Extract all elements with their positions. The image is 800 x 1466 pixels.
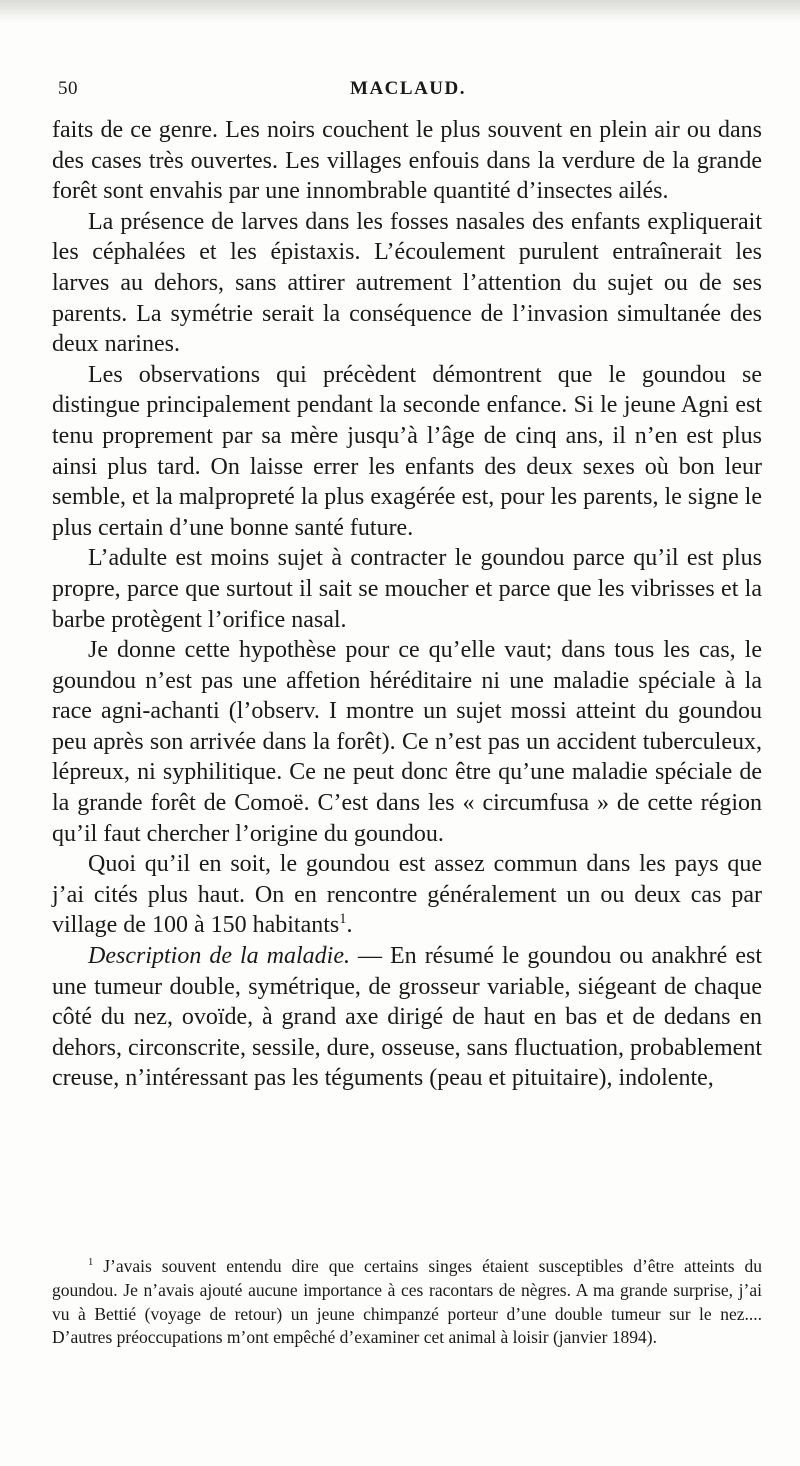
paragraph-text: — En résumé le goundou ou anakhré est une tumeur double, symétrique, de grosseur variable, siégeant de chaque côté du nez, ovoïde, à grand axe dirigé de haut en bas et de dedans en dehors, circonscrite, sessile, dure, osseuse, sans fluctuation, probablement creuse, n’intéressant pas les téguments (peau et pituitaire), indolente, xyxy=(52,943,762,1092)
body-text xyxy=(52,115,762,1094)
paragraph xyxy=(52,207,762,360)
paragraph xyxy=(52,941,762,1094)
footnote-block xyxy=(52,1255,762,1350)
paragraph xyxy=(52,360,762,544)
paragraph-text: L’adulte est moins sujet à contracter le goundou parce qu’il est plus propre, parce que surtout il sait se moucher et parce que les vibrisses et la barbe protègent l’orifice nasal. xyxy=(52,545,762,633)
paragraph-text: Quoi qu’il en soit, le goundou est assez commun dans les pays que j’ai cités plus haut. On en rencontre généralement un ou deux cas par village de 100 à 150 habitants xyxy=(52,851,762,939)
paragraph-text-end: . xyxy=(346,912,353,939)
paragraph xyxy=(52,115,762,207)
paragraph-text: Je donne cette hypothèse pour ce qu’elle vaut; dans tous les cas, le goundou n’est pas une affetion héréditaire ni une maladie spéciale à la race agni-achanti (l’observ. I montre un sujet mossi atteint du goundou peu après son arrivée dans la forêt). Ce n’est pas un accident tuberculeux, lépreux, ni syphilitique. Ce ne peut donc être qu’une maladie spéciale de la grande forêt de Comoë. C’est dans les « circumfusa » de cette région qu’il faut chercher l’origine du goundou. xyxy=(52,637,762,847)
paragraph xyxy=(52,849,762,941)
footnote xyxy=(52,1255,762,1350)
page-number: 50 xyxy=(58,78,78,99)
section-heading-inline: Description de la maladie. xyxy=(88,943,350,970)
paragraph xyxy=(52,635,762,849)
paragraph-text: faits de ce genre. Les noirs couchent le plus souvent en plein air ou dans des cases très ouvertes. Les villages enfouis dans la verdure de la grande forêt sont envahis par une innombrable quantité d’insectes ailés. xyxy=(52,117,762,205)
page-header xyxy=(58,78,758,106)
paragraph-text: Les observations qui précèdent démontrent que le goundou se distingue principalement pendant la seconde enfance. Si le jeune Agni est tenu proprement par sa mère jusqu’à l’âge de cinq ans, il n’en est plus ainsi plus tard. On laisse errer les enfants des deux sexes où bon leur semble, et la malpropreté la plus exagérée est, pour les parents, le signe le plus certain d’une bonne santé future. xyxy=(52,361,762,541)
footnote-reference: 1 xyxy=(339,911,347,928)
footnote-text: J’avais souvent entendu dire que certains singes étaient susceptibles d’être atteints du goundou. Je n’avais ajouté aucune importance à ces racontars de nègres. A ma grande surprise, j’ai vu à Bettié (voyage de retour) un jeune chimpanzé porteur d’une double tumeur sur le nez.... D’autres préoccupations m’ont empêché d’examiner cet animal à loisir (janvier 1894). xyxy=(52,1256,762,1348)
paragraph-text: La présence de larves dans les fosses nasales des enfants expliquerait les céphalées et les épistaxis. L’écoulement purulent entraînerait les larves au dehors, sans attirer autrement l’attention du sujet ou de ses parents. La symétrie serait la conséquence de l’invasion simultanée des deux narines. xyxy=(52,208,762,358)
page-top-edge xyxy=(0,0,800,24)
running-head: MACLAUD. xyxy=(350,78,466,99)
footnote-marker: 1 xyxy=(88,1257,94,1269)
paragraph xyxy=(52,543,762,635)
